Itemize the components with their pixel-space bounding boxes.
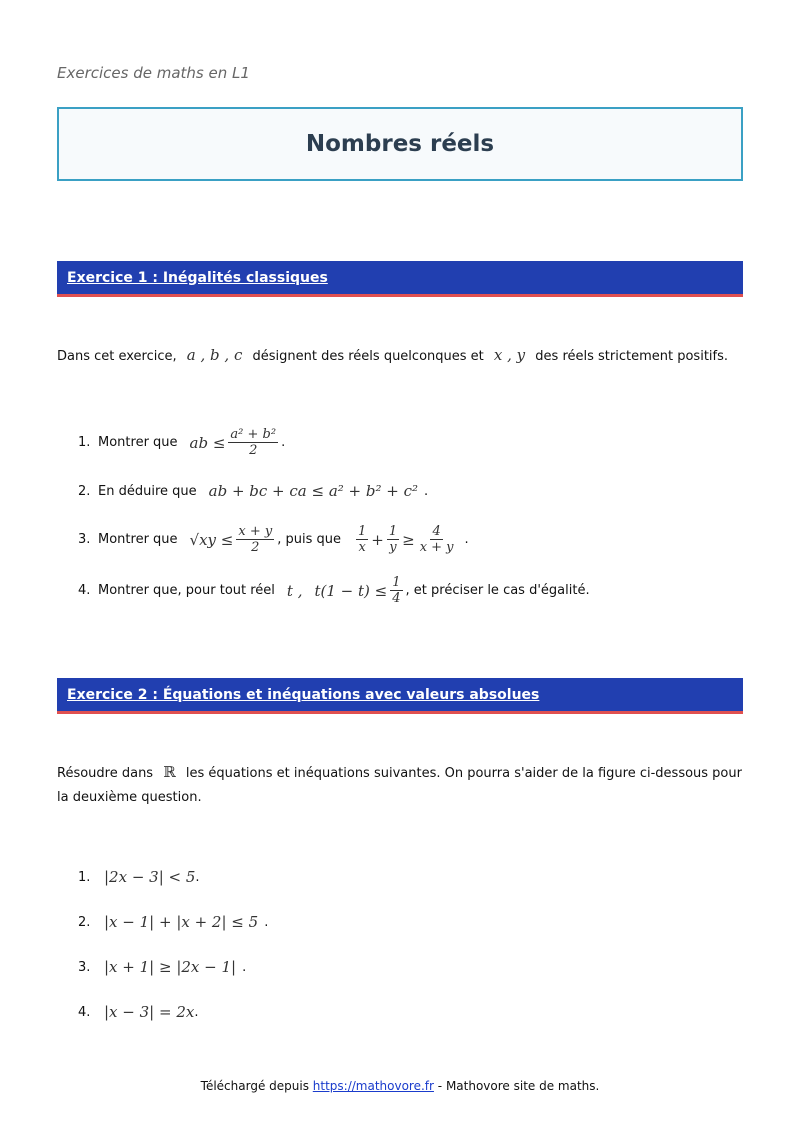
intro-end: des réels strictement positifs. [535, 349, 729, 364]
item-math: |x − 1| + |x + 2| ≤ 5 [104, 913, 259, 931]
fraction-denominator: y [389, 540, 397, 555]
footer-suffix: - Mathovore site de maths. [437, 1079, 600, 1093]
fraction [418, 524, 456, 555]
item-math: √xy ≤ [189, 530, 234, 549]
fraction [387, 524, 399, 555]
fraction-denominator: x + y [419, 540, 454, 555]
item-suffix: . [464, 532, 469, 547]
item-math: |x − 3| = 2x [104, 1003, 195, 1021]
plus-sign: + [371, 530, 384, 549]
item-text: Montrer que [98, 532, 178, 547]
ge-sign: ≥ [402, 530, 415, 549]
footer-prefix: Téléchargé depuis [200, 1079, 309, 1093]
fraction-denominator: 2 [251, 540, 260, 555]
exercise-1-item-3 [78, 524, 469, 555]
item-text: Montrer que [98, 435, 178, 450]
item-number: 2. [78, 914, 91, 930]
exercise-2-item-4 [78, 1003, 198, 1021]
item-number: 2. [78, 483, 91, 499]
intro-start: Dans cet exercice, [57, 349, 177, 364]
fraction [236, 524, 274, 555]
fraction-numerator: 1 [388, 524, 398, 539]
item-math: ab ≤ [189, 433, 226, 452]
exercise-2-intro [57, 760, 747, 810]
exercise-1-title: Exercice 1 : Inégalités classiques [67, 269, 328, 286]
item-suffix: . [194, 1004, 199, 1020]
item-suffix: . [195, 869, 200, 885]
item-number: 1. [78, 869, 91, 885]
fraction-denominator: 2 [249, 443, 258, 458]
fraction [356, 524, 368, 555]
item-math: |2x − 3| < 5 [104, 868, 196, 886]
item-suffix: . [424, 483, 429, 499]
fraction-numerator: 4 [432, 524, 441, 539]
page-title: Nombres réels [305, 131, 495, 157]
intro-mid: désignent des réels quelconques et [252, 349, 484, 364]
item-number: 1. [78, 435, 91, 450]
fraction-numerator: 1 [357, 524, 367, 539]
fraction-numerator: a² + b² [230, 427, 277, 442]
item-number: 3. [78, 959, 91, 975]
exercise-1-item-1 [78, 427, 285, 458]
item-number: 4. [78, 1004, 91, 1020]
footer-link[interactable]: https://mathovore.fr [312, 1079, 434, 1093]
intro-end: les équations et inéquations suivantes. On pourra s'aider de la figure ci-dessous pour la deuxième question. [57, 766, 742, 805]
intro-vars-abc: a , b , c [186, 346, 243, 364]
intro-start: Résoudre dans [57, 766, 154, 781]
item-suffix: , et préciser le cas d'égalité. [405, 583, 590, 598]
exercise-1-item-2 [78, 482, 428, 500]
exercise-1-header [57, 261, 743, 297]
item-number: 4. [78, 583, 91, 598]
item-math: ab + bc + ca ≤ a² + b² + c² [208, 482, 419, 500]
fraction-numerator: 1 [392, 575, 401, 590]
item-mid-text: , puis que [277, 532, 341, 547]
exercise-1-intro [57, 343, 747, 369]
item-suffix: . [242, 959, 247, 975]
exercise-2-item-1 [78, 868, 200, 886]
item-number: 3. [78, 532, 91, 547]
real-numbers-symbol: ℝ [163, 763, 176, 781]
fraction [390, 575, 402, 606]
fraction-numerator: x + y [238, 524, 273, 539]
item-text: Montrer que, pour tout réel [98, 583, 275, 598]
exercise-2-title: Exercice 2 : Équations et inéquations avec valeurs absolues [67, 686, 540, 703]
exercise-1-item-4 [78, 575, 590, 606]
document-subtitle: Exercices de maths en L1 [57, 64, 250, 82]
fraction [228, 427, 278, 458]
item-math: t(1 − t) ≤ [314, 581, 388, 600]
exercise-2-header [57, 678, 743, 714]
fraction-denominator: x [358, 540, 366, 555]
intro-vars-xy: x , y [493, 346, 526, 364]
fraction-denominator: 4 [392, 591, 401, 606]
item-math: |x + 1| ≥ |2x − 1| [104, 958, 237, 976]
item-suffix: . [281, 435, 286, 450]
title-box [57, 107, 743, 181]
item-suffix: . [264, 914, 269, 930]
exercise-2-item-2 [78, 913, 268, 931]
exercise-2-item-3 [78, 958, 246, 976]
page-footer [0, 1079, 800, 1093]
item-text: En déduire que [98, 483, 197, 499]
item-var: t , [286, 581, 303, 600]
